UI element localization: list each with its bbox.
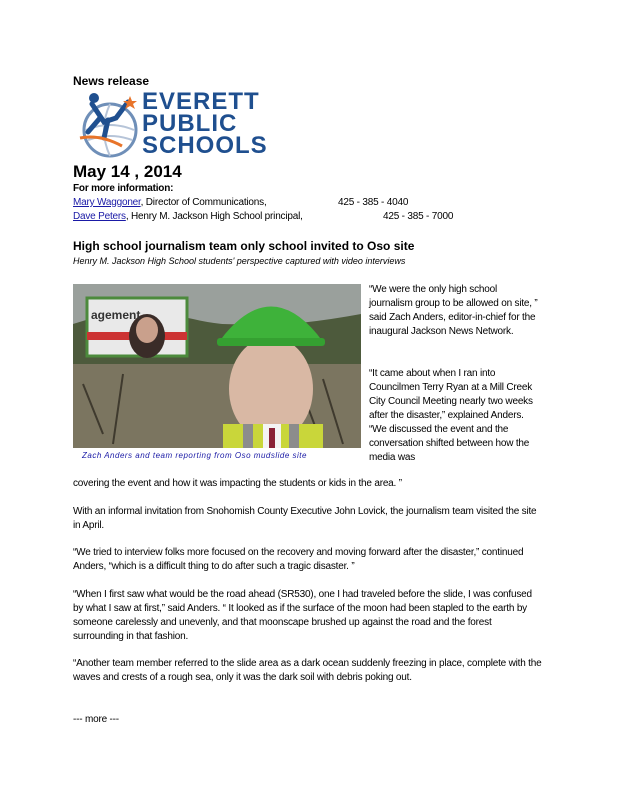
contact-row <box>73 196 543 210</box>
headline: High school journalism team only school invited to Oso site <box>73 239 415 253</box>
contact-link-dave[interactable]: Dave Peters <box>73 211 126 222</box>
contact-phone: 425 - 385 - 7000 <box>383 211 454 222</box>
contact-link-mary[interactable]: Mary Waggoner <box>73 197 141 208</box>
contact-title: , Henry M. Jackson High School principal, <box>125 211 303 222</box>
paragraph-4: “We tried to interview folks more focused on the recovery and moving forward after the disaster,” continued Anders, “which is a difficult thing to do after such a tragic disaster. ” <box>73 547 524 572</box>
contact-row <box>73 210 543 224</box>
logo-text-public: PUBLIC <box>142 110 238 137</box>
paragraph-1: “We were the only high school journalism group to be allowed on site, ” said Zach Anders, editor-in-chief for the inaugural Jackson News Network. <box>369 284 538 337</box>
globe-figure-icon <box>70 88 150 158</box>
more-indicator: --- more --- <box>73 714 119 725</box>
news-release-label: News release <box>73 74 150 88</box>
contacts-heading: For more information: <box>73 183 174 194</box>
release-date: May 14 , 2014 <box>73 162 182 181</box>
subheadline: Henry M. Jackson High School students' perspective captured with video interviews <box>73 256 406 266</box>
photo-caption: Zach Anders and team reporting from Oso mudslide site <box>82 451 307 460</box>
inset-sign-text: agement <box>91 308 141 322</box>
contact-phone: 425 - 385 - 4040 <box>338 197 409 208</box>
paragraph-6: “Another team member referred to the slide area as a dark ocean suddenly freezing in place, complete with the waves and crests of a rough sea, only it was the dark soil with debris poking out. <box>73 658 542 683</box>
news-photo <box>73 284 361 448</box>
paragraph-2-continued: covering the event and how it was impacting the students or kids in the area. ” <box>73 478 402 489</box>
paragraph-3: With an informal invitation from Snohomish County Executive John Lovick, the journalism team visited the site in April. <box>73 506 537 531</box>
district-logo <box>70 88 268 159</box>
paragraph-5: “When I first saw what would be the road ahead (SR530), one I had traveled before the slide, I was confused by what I saw at first,” said Anders. “ It looked as if the surface of the moon had been stapled to the earth by someone carelessly and unevenly, and that moonscape brushed up against the road and the forest surrounding in that fashion. <box>73 589 532 642</box>
logo-text-schools: SCHOOLS <box>142 132 268 159</box>
logo-text-everett: EVERETT <box>142 88 260 115</box>
contact-title: , Director of Communications, <box>140 197 267 208</box>
paragraph-2: “It came about when I ran into Councilmen Terry Ryan at a Mill Creek City Council Meeting nearly two weeks after the disaster,” explained Anders. “We discussed the event and the conversation shifted between how the media was <box>369 368 533 463</box>
